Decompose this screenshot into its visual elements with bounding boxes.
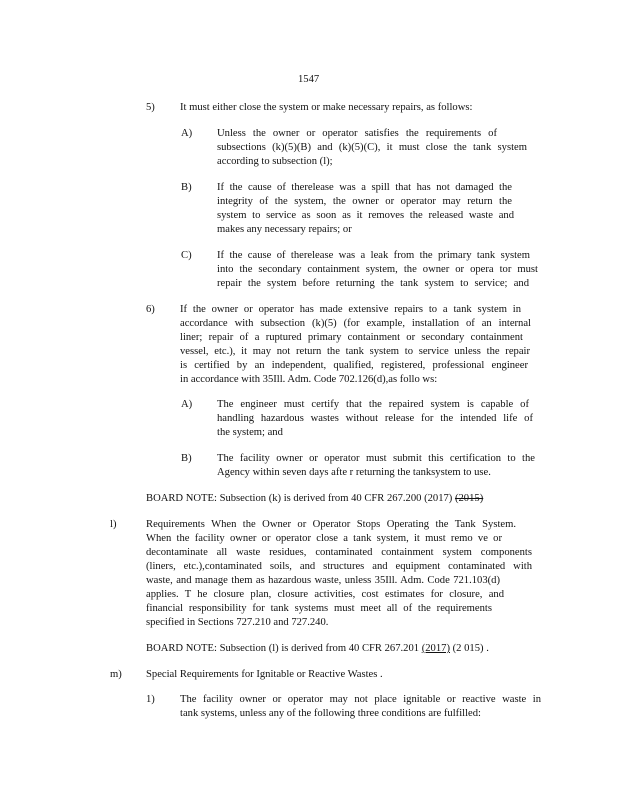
item-6-line: accordance with subsection (k)(5) (for example, installation of an internal <box>180 318 531 329</box>
item-5c-line: repair the system before returning the tank system to service; and <box>217 278 529 289</box>
board-note-k-struck: (2015) <box>454 493 484 504</box>
item-6b-line: Agency within seven days afte r returning the tanksystem to use. <box>217 467 491 478</box>
page-number: 1547 <box>298 74 320 85</box>
item-6-line: vessel, etc.), it may not return the tank system to service unless the repair <box>180 346 530 357</box>
item-5b-line: system to service as soon as it removes the released waste and <box>217 210 514 221</box>
item-6-number: 6) <box>146 304 155 315</box>
item-5c-line: If the cause of therelease was a leak from the primary tank system <box>217 250 530 261</box>
item-5a-line: subsections (k)(5)(B) and (k)(5)(C), it must close the tank system <box>217 142 527 153</box>
item-5b-line: If the cause of therelease was a spill that has not damaged the <box>217 182 512 193</box>
item-l-line: waste, and manage them as hazardous waste, unless 35Ill. Adm. Code 721.103(d) <box>146 575 500 586</box>
item-5a-line: according to subsection (l); <box>217 156 333 167</box>
item-6-line: is certified by an independent, qualified, registered, professional engineer <box>180 360 528 371</box>
item-m-number: m) <box>110 669 122 680</box>
item-l-line: (liners, etc.),contaminated soils, and structures and equipment contaminated with <box>146 561 532 572</box>
board-note-l-text: BOARD NOTE: Subsection (l) is derived from 40 CFR 267.201 <box>146 643 420 654</box>
item-6b-line: The facility owner or operator must submit this certification to the <box>217 453 535 464</box>
item-6b-number: B) <box>181 453 192 464</box>
item-l-line: financial responsibility for tank systems must meet all of the requirements <box>146 603 492 614</box>
item-m1-line: The facility owner or operator may not place ignitable or reactive waste in <box>180 694 541 705</box>
item-l-line: When the facility owner or operator close a tank system, it must remo ve or <box>146 533 502 544</box>
item-5-number: 5) <box>146 102 155 113</box>
board-note-l-underlined: (2017) <box>421 643 450 654</box>
board-note-l-end: . <box>486 643 489 654</box>
item-m-heading: Special Requirements for Ignitable or Reactive Wastes . <box>146 669 383 680</box>
item-m1-number: 1) <box>146 694 155 705</box>
item-5b-line: integrity of the system, the owner or operator may return the <box>217 196 512 207</box>
item-l-number: l) <box>110 519 117 530</box>
item-6a-line: The engineer must certify that the repaired system is capable of <box>217 399 529 410</box>
item-l-line: applies. T he closure plan, closure activities, cost estimates for closure, and <box>146 589 504 600</box>
item-l-line: decontaminate all waste residues, contaminated containment system components <box>146 547 532 558</box>
board-note-l-tail: (2 015) <box>452 643 484 654</box>
item-6-line: in accordance with 35Ill. Adm. Code 702.126(d),as follo ws: <box>180 374 438 385</box>
item-5a-line: Unless the owner or operator satisfies the requirements of <box>217 128 497 139</box>
board-note-k <box>146 493 483 505</box>
item-l-line: Requirements When the Owner or Operator Stops Operating the Tank System. <box>146 519 516 530</box>
item-6a-line: the system; and <box>217 427 283 438</box>
item-5c-line: into the secondary containment system, the owner or opera tor must <box>217 264 538 275</box>
item-6a-number: A) <box>181 399 193 410</box>
item-5b-line: makes any necessary repairs; or <box>217 224 352 235</box>
item-6-line: If the owner or operator has made extensive repairs to a tank system in <box>180 304 521 315</box>
board-note-k-text: BOARD NOTE: Subsection (k) is derived from 40 CFR 267.200 (2017) <box>146 493 453 504</box>
item-6a-line: handling hazardous wastes without release for the intended life of <box>217 413 533 424</box>
item-5c-number: C) <box>181 250 192 261</box>
item-5-lead: It must either close the system or make necessary repairs, as follows: <box>180 102 473 113</box>
item-l-line: specified in Sections 727.210 and 727.240. <box>146 617 329 628</box>
item-6-line: liner; repair of a ruptured primary containment or secondary containment <box>180 332 523 343</box>
item-m1-line: tank systems, unless any of the following three conditions are fulfilled: <box>180 708 481 719</box>
item-5a-number: A) <box>181 128 193 139</box>
item-5b-number: B) <box>181 182 192 193</box>
board-note-l <box>146 643 489 655</box>
